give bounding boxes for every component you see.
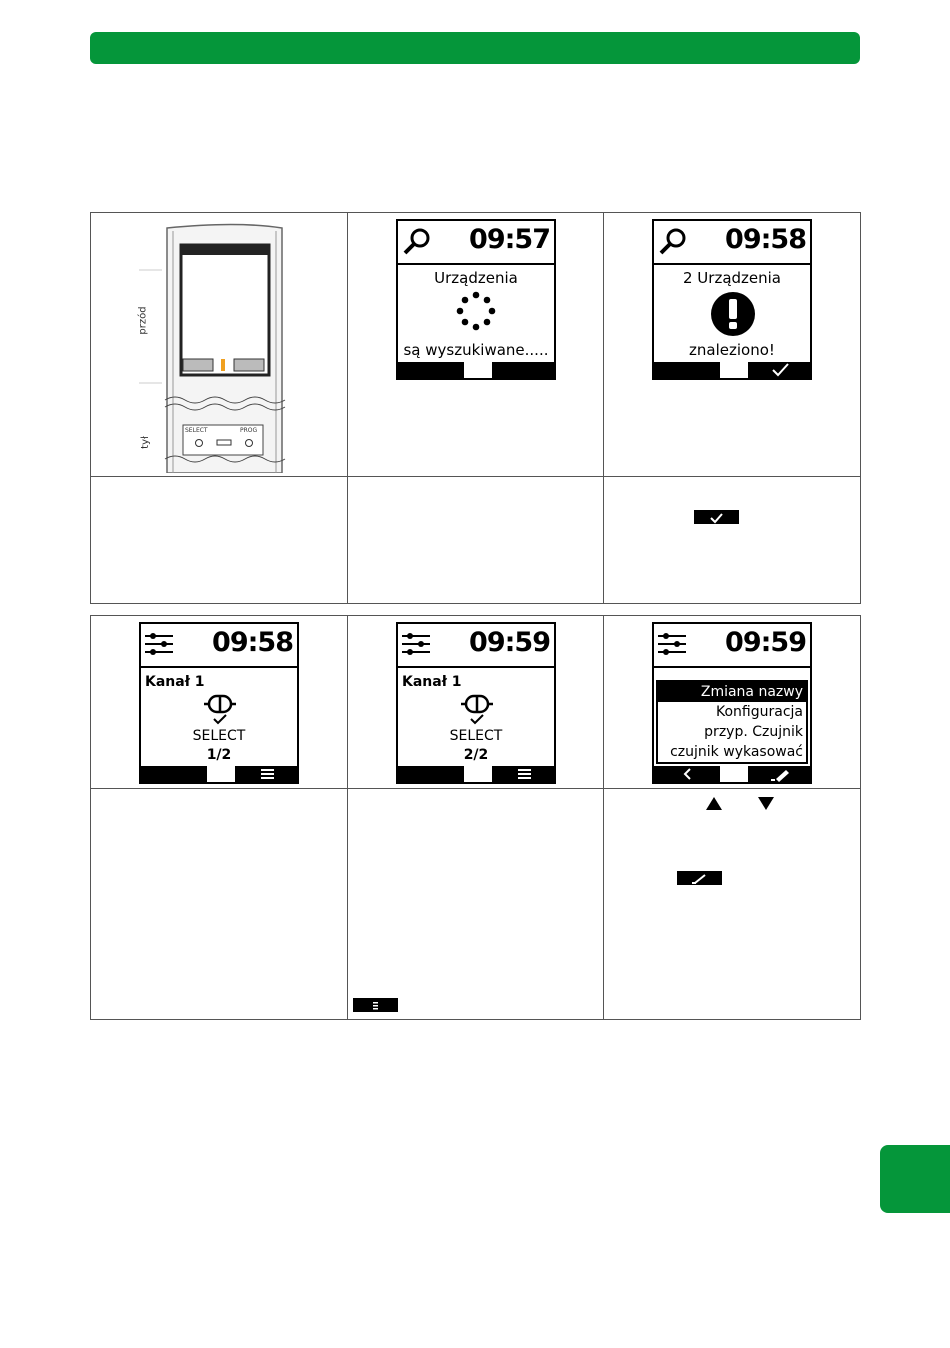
- status-line-2: znaleziono!: [689, 341, 775, 359]
- cell-text-1: [91, 477, 348, 603]
- status-line-1: 2 Urządzenia: [682, 269, 781, 287]
- settings-sliders-icon: [402, 632, 430, 656]
- screen-header: [398, 624, 554, 668]
- chapter-tab: [880, 1145, 950, 1213]
- device-screen-searching: [396, 219, 556, 380]
- screen-header: [398, 221, 554, 265]
- device-screen-channel-1: [139, 622, 299, 784]
- channel-count: 1/2: [206, 747, 232, 763]
- screen-header: [654, 221, 810, 265]
- channel-count: 2/2: [463, 747, 489, 763]
- step-table-1: [90, 212, 861, 604]
- menu-item-configuration[interactable]: Konfiguracja: [715, 704, 803, 720]
- clock: 09:57: [469, 224, 550, 255]
- chevron-left-icon: [654, 766, 720, 782]
- device-illustration: [137, 223, 287, 473]
- exclamation-icon: [710, 291, 756, 337]
- context-menu: [656, 680, 808, 764]
- softkey-confirm[interactable]: [748, 362, 812, 378]
- menu-icon: [235, 766, 299, 782]
- softkey-left[interactable]: [398, 766, 464, 782]
- back-label: tył: [139, 436, 151, 449]
- sensor-plug-icon: [203, 694, 237, 728]
- select-label: SELECT: [185, 427, 208, 434]
- search-icon: [658, 226, 688, 256]
- channel-label: Kanał 1: [145, 674, 205, 690]
- menu-item-delete-sensor[interactable]: czujnik wykasować: [670, 744, 803, 760]
- softkey-right[interactable]: [492, 362, 556, 378]
- softkey-bar: [141, 766, 297, 782]
- loading-spinner-icon: [456, 291, 496, 331]
- clock: 09:59: [725, 627, 806, 658]
- softkey-left[interactable]: [654, 362, 720, 378]
- softkey-bar: [654, 362, 810, 378]
- status-line-2: są wyszukiwane.....: [403, 341, 549, 359]
- select-label: SELECT: [449, 728, 503, 744]
- status-line-1: Urządzenia: [434, 269, 518, 287]
- device-screen-channel-2: [396, 622, 556, 784]
- softkey-back[interactable]: [654, 766, 720, 782]
- settings-sliders-icon: [658, 632, 686, 656]
- menu-item-rename[interactable]: Zmiana nazwy: [658, 682, 806, 702]
- screen-header: [654, 624, 810, 668]
- menu-item-assign-sensor[interactable]: przyp. Czujnik: [704, 724, 803, 740]
- front-label: przód: [137, 306, 149, 335]
- clock: 09:58: [725, 224, 806, 255]
- arrow-up-icon: [706, 797, 722, 810]
- clock: 09:59: [469, 627, 550, 658]
- screen-header: [141, 624, 297, 668]
- cell-text-3: [604, 477, 860, 603]
- arrow-down-icon: [758, 797, 774, 810]
- menu-button-icon: [353, 998, 398, 1012]
- softkey-bar: [398, 766, 554, 782]
- softkey-menu[interactable]: [492, 766, 556, 782]
- step-table-2: [90, 615, 861, 1020]
- cell-text-4: [91, 789, 348, 1019]
- select-label: SELECT: [192, 728, 246, 744]
- check-icon: [748, 362, 812, 378]
- device-screen-menu: [652, 622, 812, 784]
- menu-icon: [492, 766, 556, 782]
- channel-label: Kanał 1: [402, 674, 462, 690]
- header-bar: [90, 32, 860, 64]
- cell-text-6: [604, 789, 860, 1019]
- softkey-left[interactable]: [141, 766, 207, 782]
- softkey-bar: [654, 766, 810, 782]
- clock: 09:58: [212, 627, 293, 658]
- softkey-edit[interactable]: [748, 766, 812, 782]
- prog-label: PROG: [240, 427, 258, 434]
- edit-button-icon: [677, 871, 722, 885]
- cell-text-2: [348, 477, 604, 603]
- confirm-button-icon: [694, 510, 739, 524]
- settings-sliders-icon: [145, 632, 173, 656]
- softkey-menu[interactable]: [235, 766, 299, 782]
- sensor-plug-icon: [460, 694, 494, 728]
- pencil-icon: [748, 766, 812, 782]
- search-icon: [402, 226, 432, 256]
- softkey-left[interactable]: [398, 362, 464, 378]
- device-screen-found: [652, 219, 812, 380]
- softkey-bar: [398, 362, 554, 378]
- cell-text-5: [348, 789, 604, 1019]
